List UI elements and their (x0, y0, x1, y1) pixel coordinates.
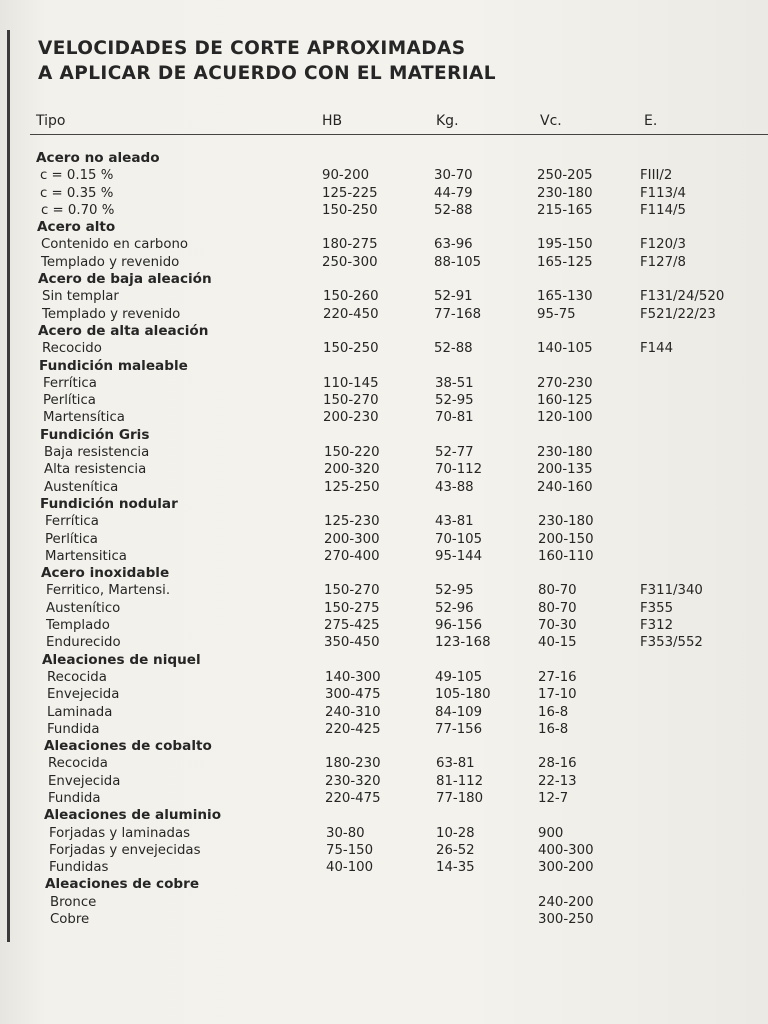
tipo-cell: Templado (46, 618, 110, 634)
hb-cell: 220-475 (325, 790, 381, 806)
table-row (0, 790, 768, 807)
hb-cell: 240-310 (325, 704, 381, 720)
tipo-cell: Envejecida (47, 687, 120, 703)
hb-cell: 90-200 (322, 168, 370, 184)
kg-cell: 52-88 (434, 202, 473, 218)
hb-cell: 150-270 (324, 583, 380, 599)
table-row (0, 236, 768, 253)
tipo-cell: Ferritico, Martensi. (46, 583, 171, 599)
hb-cell: 180-275 (322, 237, 378, 253)
table-row (0, 669, 768, 686)
tipo-cell: Fundida (48, 790, 101, 806)
tipo-cell: Forjadas y envejecidas (49, 842, 201, 858)
tipo-cell: Ferrítica (43, 375, 97, 391)
kg-cell: 52-96 (435, 600, 474, 616)
kg-cell: 95-144 (435, 548, 483, 564)
e-cell: F131/24/520 (640, 289, 725, 305)
vc-cell: 195-150 (537, 237, 593, 253)
group-row (0, 323, 768, 340)
tipo-cell: Recocido (42, 341, 102, 357)
e-cell: FIII/2 (640, 168, 673, 184)
kg-cell: 81-112 (436, 773, 484, 789)
tipo-cell: Acero de alta aleación (38, 322, 209, 339)
e-cell: F521/22/23 (640, 306, 716, 322)
hb-cell: 200-230 (323, 410, 379, 426)
table-row (0, 582, 768, 599)
tipo-cell: Acero inoxidable (41, 565, 170, 582)
vc-cell: 120-100 (537, 410, 593, 426)
tipo-cell: Perlítica (43, 393, 96, 409)
e-cell: F355 (640, 600, 674, 616)
tipo-cell: Aleaciones de cobalto (44, 738, 212, 755)
vc-cell: 80-70 (538, 583, 577, 599)
kg-cell: 38-51 (435, 375, 474, 391)
table-row (0, 859, 768, 876)
vc-cell: 250-205 (537, 168, 593, 184)
header-e: E. (644, 113, 658, 129)
table-row (0, 409, 768, 426)
table-body (0, 150, 768, 928)
vc-cell: 28-16 (538, 756, 577, 772)
e-cell: F312 (640, 618, 674, 634)
hb-cell: 200-300 (324, 531, 380, 547)
title-line-1: VELOCIDADES DE CORTE APROXIMADAS (38, 38, 466, 59)
kg-cell: 26-52 (436, 842, 475, 858)
hb-cell: 220-425 (325, 721, 381, 737)
hb-cell: 140-300 (325, 669, 381, 685)
table-row (0, 392, 768, 409)
vc-cell: 240-160 (537, 479, 593, 495)
vc-cell: 40-15 (538, 635, 577, 651)
vc-cell: 27-16 (538, 669, 577, 685)
table-row (0, 704, 768, 721)
kg-cell: 123-168 (435, 635, 491, 651)
hb-cell: 30-80 (326, 825, 365, 841)
header-kg: Kg. (436, 113, 459, 129)
vc-cell: 200-150 (538, 531, 594, 547)
page-title (38, 36, 496, 86)
kg-cell: 105-180 (435, 687, 491, 703)
table-row (0, 773, 768, 790)
group-row (0, 807, 768, 824)
kg-cell: 52-95 (435, 393, 474, 409)
tipo-cell: Cobre (50, 912, 90, 928)
tipo-cell: Acero no aleado (36, 150, 160, 166)
tipo-cell: Austenítico (46, 600, 121, 616)
table-row (0, 842, 768, 859)
hb-cell: 250-300 (322, 254, 378, 270)
vc-cell: 160-110 (538, 548, 594, 564)
tipo-cell: Martensítica (43, 410, 125, 426)
table-row (0, 444, 768, 461)
kg-cell: 14-35 (436, 860, 475, 876)
tipo-cell: Forjadas y laminadas (49, 825, 191, 841)
table-row (0, 202, 768, 219)
e-cell: F127/8 (640, 254, 686, 270)
kg-cell: 88-105 (434, 254, 482, 270)
kg-cell: 63-96 (434, 237, 473, 253)
table-row (0, 254, 768, 271)
hb-cell: 350-450 (324, 635, 380, 651)
group-row (0, 652, 768, 669)
header-tipo: Tipo (36, 113, 66, 129)
vc-cell: 300-200 (538, 860, 594, 876)
kg-cell: 44-79 (434, 185, 473, 201)
hb-cell: 150-250 (322, 202, 378, 218)
tipo-cell: c = 0.70 % (41, 202, 115, 218)
e-cell: F353/552 (640, 635, 703, 651)
group-row (0, 496, 768, 513)
tipo-cell: Acero de baja aleación (38, 271, 212, 288)
tipo-cell: Fundición maleable (39, 357, 188, 374)
vc-cell: 140-105 (537, 341, 593, 357)
hb-cell: 75-150 (326, 842, 374, 858)
tipo-cell: Envejecida (48, 773, 121, 789)
vc-cell: 400-300 (538, 842, 594, 858)
kg-cell: 52-77 (435, 445, 474, 461)
group-row (0, 271, 768, 288)
hb-cell: 220-450 (323, 306, 379, 322)
hb-cell: 125-225 (322, 185, 378, 201)
e-cell: F113/4 (640, 185, 686, 201)
vc-cell: 230-180 (537, 185, 593, 201)
kg-cell: 84-109 (435, 704, 483, 720)
vc-cell: 165-130 (537, 289, 593, 305)
group-row (0, 565, 768, 582)
table-header (0, 113, 768, 135)
kg-cell: 77-180 (436, 790, 484, 806)
tipo-cell: Templado y revenido (42, 306, 181, 322)
table-row (0, 894, 768, 911)
table-row (0, 513, 768, 530)
kg-cell: 70-81 (435, 410, 474, 426)
vc-cell: 80-70 (538, 600, 577, 616)
kg-cell: 52-95 (435, 583, 474, 599)
tipo-cell: Perlítica (45, 531, 98, 547)
group-row (0, 219, 768, 236)
tipo-cell: Acero alto (37, 219, 116, 236)
kg-cell: 77-156 (435, 721, 483, 737)
vc-cell: 215-165 (537, 202, 593, 218)
vc-cell: 270-230 (537, 375, 593, 391)
table-row (0, 167, 768, 184)
tipo-cell: Baja resistencia (44, 445, 150, 461)
table-row (0, 721, 768, 738)
tipo-cell: Austenítica (44, 479, 119, 495)
tipo-cell: Aleaciones de niquel (42, 651, 201, 668)
table-row (0, 340, 768, 357)
table-row (0, 755, 768, 772)
table-row (0, 288, 768, 305)
header-rule (30, 134, 768, 135)
table-row (0, 911, 768, 928)
vc-cell: 300-250 (538, 912, 594, 928)
kg-cell: 10-28 (436, 825, 475, 841)
vc-cell: 12-7 (538, 790, 569, 806)
tipo-cell: Alta resistencia (44, 462, 147, 478)
e-cell: F114/5 (640, 202, 686, 218)
tipo-cell: c = 0.35 % (40, 185, 114, 201)
title-line-2: A APLICAR DE ACUERDO CON EL MATERIAL (38, 63, 496, 84)
kg-cell: 43-81 (435, 514, 474, 530)
vc-cell: 70-30 (538, 618, 577, 634)
hb-cell: 125-230 (324, 514, 380, 530)
hb-cell: 150-270 (323, 393, 379, 409)
hb-cell: 40-100 (326, 860, 374, 876)
hb-cell: 300-475 (325, 687, 381, 703)
header-hb: HB (322, 113, 343, 129)
hb-cell: 270-400 (324, 548, 380, 564)
hb-cell: 150-250 (323, 341, 379, 357)
table-row (0, 548, 768, 565)
e-cell: F311/340 (640, 583, 703, 599)
hb-cell: 110-145 (323, 375, 379, 391)
kg-cell: 63-81 (436, 756, 475, 772)
tipo-cell: Laminada (47, 704, 113, 720)
group-row (0, 427, 768, 444)
table-row (0, 531, 768, 548)
table-row (0, 825, 768, 842)
tipo-cell: Aleaciones de aluminio (44, 807, 222, 824)
table-row (0, 375, 768, 392)
group-row (0, 738, 768, 755)
vc-cell: 16-8 (538, 704, 569, 720)
tipo-cell: Fundición nodular (40, 495, 178, 512)
table-row (0, 306, 768, 323)
group-row (0, 358, 768, 375)
vc-cell: 95-75 (537, 306, 576, 322)
vc-cell: 230-180 (538, 514, 594, 530)
vc-cell: 240-200 (538, 894, 594, 910)
vc-cell: 160-125 (537, 393, 593, 409)
table-row (0, 686, 768, 703)
tipo-cell: Endurecido (46, 635, 121, 651)
vc-cell: 200-135 (537, 462, 593, 478)
vc-cell: 900 (538, 825, 564, 841)
hb-cell: 150-260 (323, 289, 379, 305)
vc-cell: 230-180 (537, 445, 593, 461)
tipo-cell: c = 0.15 % (40, 168, 114, 184)
tipo-cell: Aleaciones de cobre (45, 876, 200, 893)
hb-cell: 150-275 (324, 600, 380, 616)
kg-cell: 70-105 (435, 531, 483, 547)
table-row (0, 600, 768, 617)
hb-cell: 150-220 (324, 445, 380, 461)
tipo-cell: Fundida (47, 721, 100, 737)
hb-cell: 275-425 (324, 618, 380, 634)
table-row (0, 479, 768, 496)
kg-cell: 52-88 (434, 341, 473, 357)
group-row (0, 876, 768, 893)
tipo-cell: Bronce (50, 894, 97, 910)
vc-cell: 165-125 (537, 254, 593, 270)
vc-cell: 22-13 (538, 773, 577, 789)
hb-cell: 180-230 (325, 756, 381, 772)
header-vc: Vc. (540, 113, 562, 129)
table-row (0, 634, 768, 651)
kg-cell: 43-88 (435, 479, 474, 495)
kg-cell: 77-168 (434, 306, 482, 322)
e-cell: F144 (640, 341, 674, 357)
vc-cell: 17-10 (538, 687, 577, 703)
tipo-cell: Ferrítica (45, 514, 99, 530)
hb-cell: 125-250 (324, 479, 380, 495)
kg-cell: 30-70 (434, 168, 473, 184)
tipo-cell: Sin templar (42, 289, 119, 305)
table-row (0, 461, 768, 478)
tipo-cell: Contenido en carbono (41, 237, 189, 253)
tipo-cell: Martensitica (45, 548, 127, 564)
tipo-cell: Templado y revenido (41, 254, 180, 270)
table-row (0, 185, 768, 202)
hb-cell: 230-320 (325, 773, 381, 789)
kg-cell: 52-91 (434, 289, 473, 305)
tipo-cell: Fundición Gris (40, 426, 150, 443)
kg-cell: 70-112 (435, 462, 483, 478)
table-row (0, 617, 768, 634)
tipo-cell: Fundidas (49, 860, 109, 876)
hb-cell: 200-320 (324, 462, 380, 478)
kg-cell: 96-156 (435, 618, 483, 634)
tipo-cell: Recocida (48, 756, 108, 772)
tipo-cell: Recocida (47, 669, 107, 685)
e-cell: F120/3 (640, 237, 686, 253)
group-row (0, 150, 768, 167)
vc-cell: 16-8 (538, 721, 569, 737)
kg-cell: 49-105 (435, 669, 483, 685)
